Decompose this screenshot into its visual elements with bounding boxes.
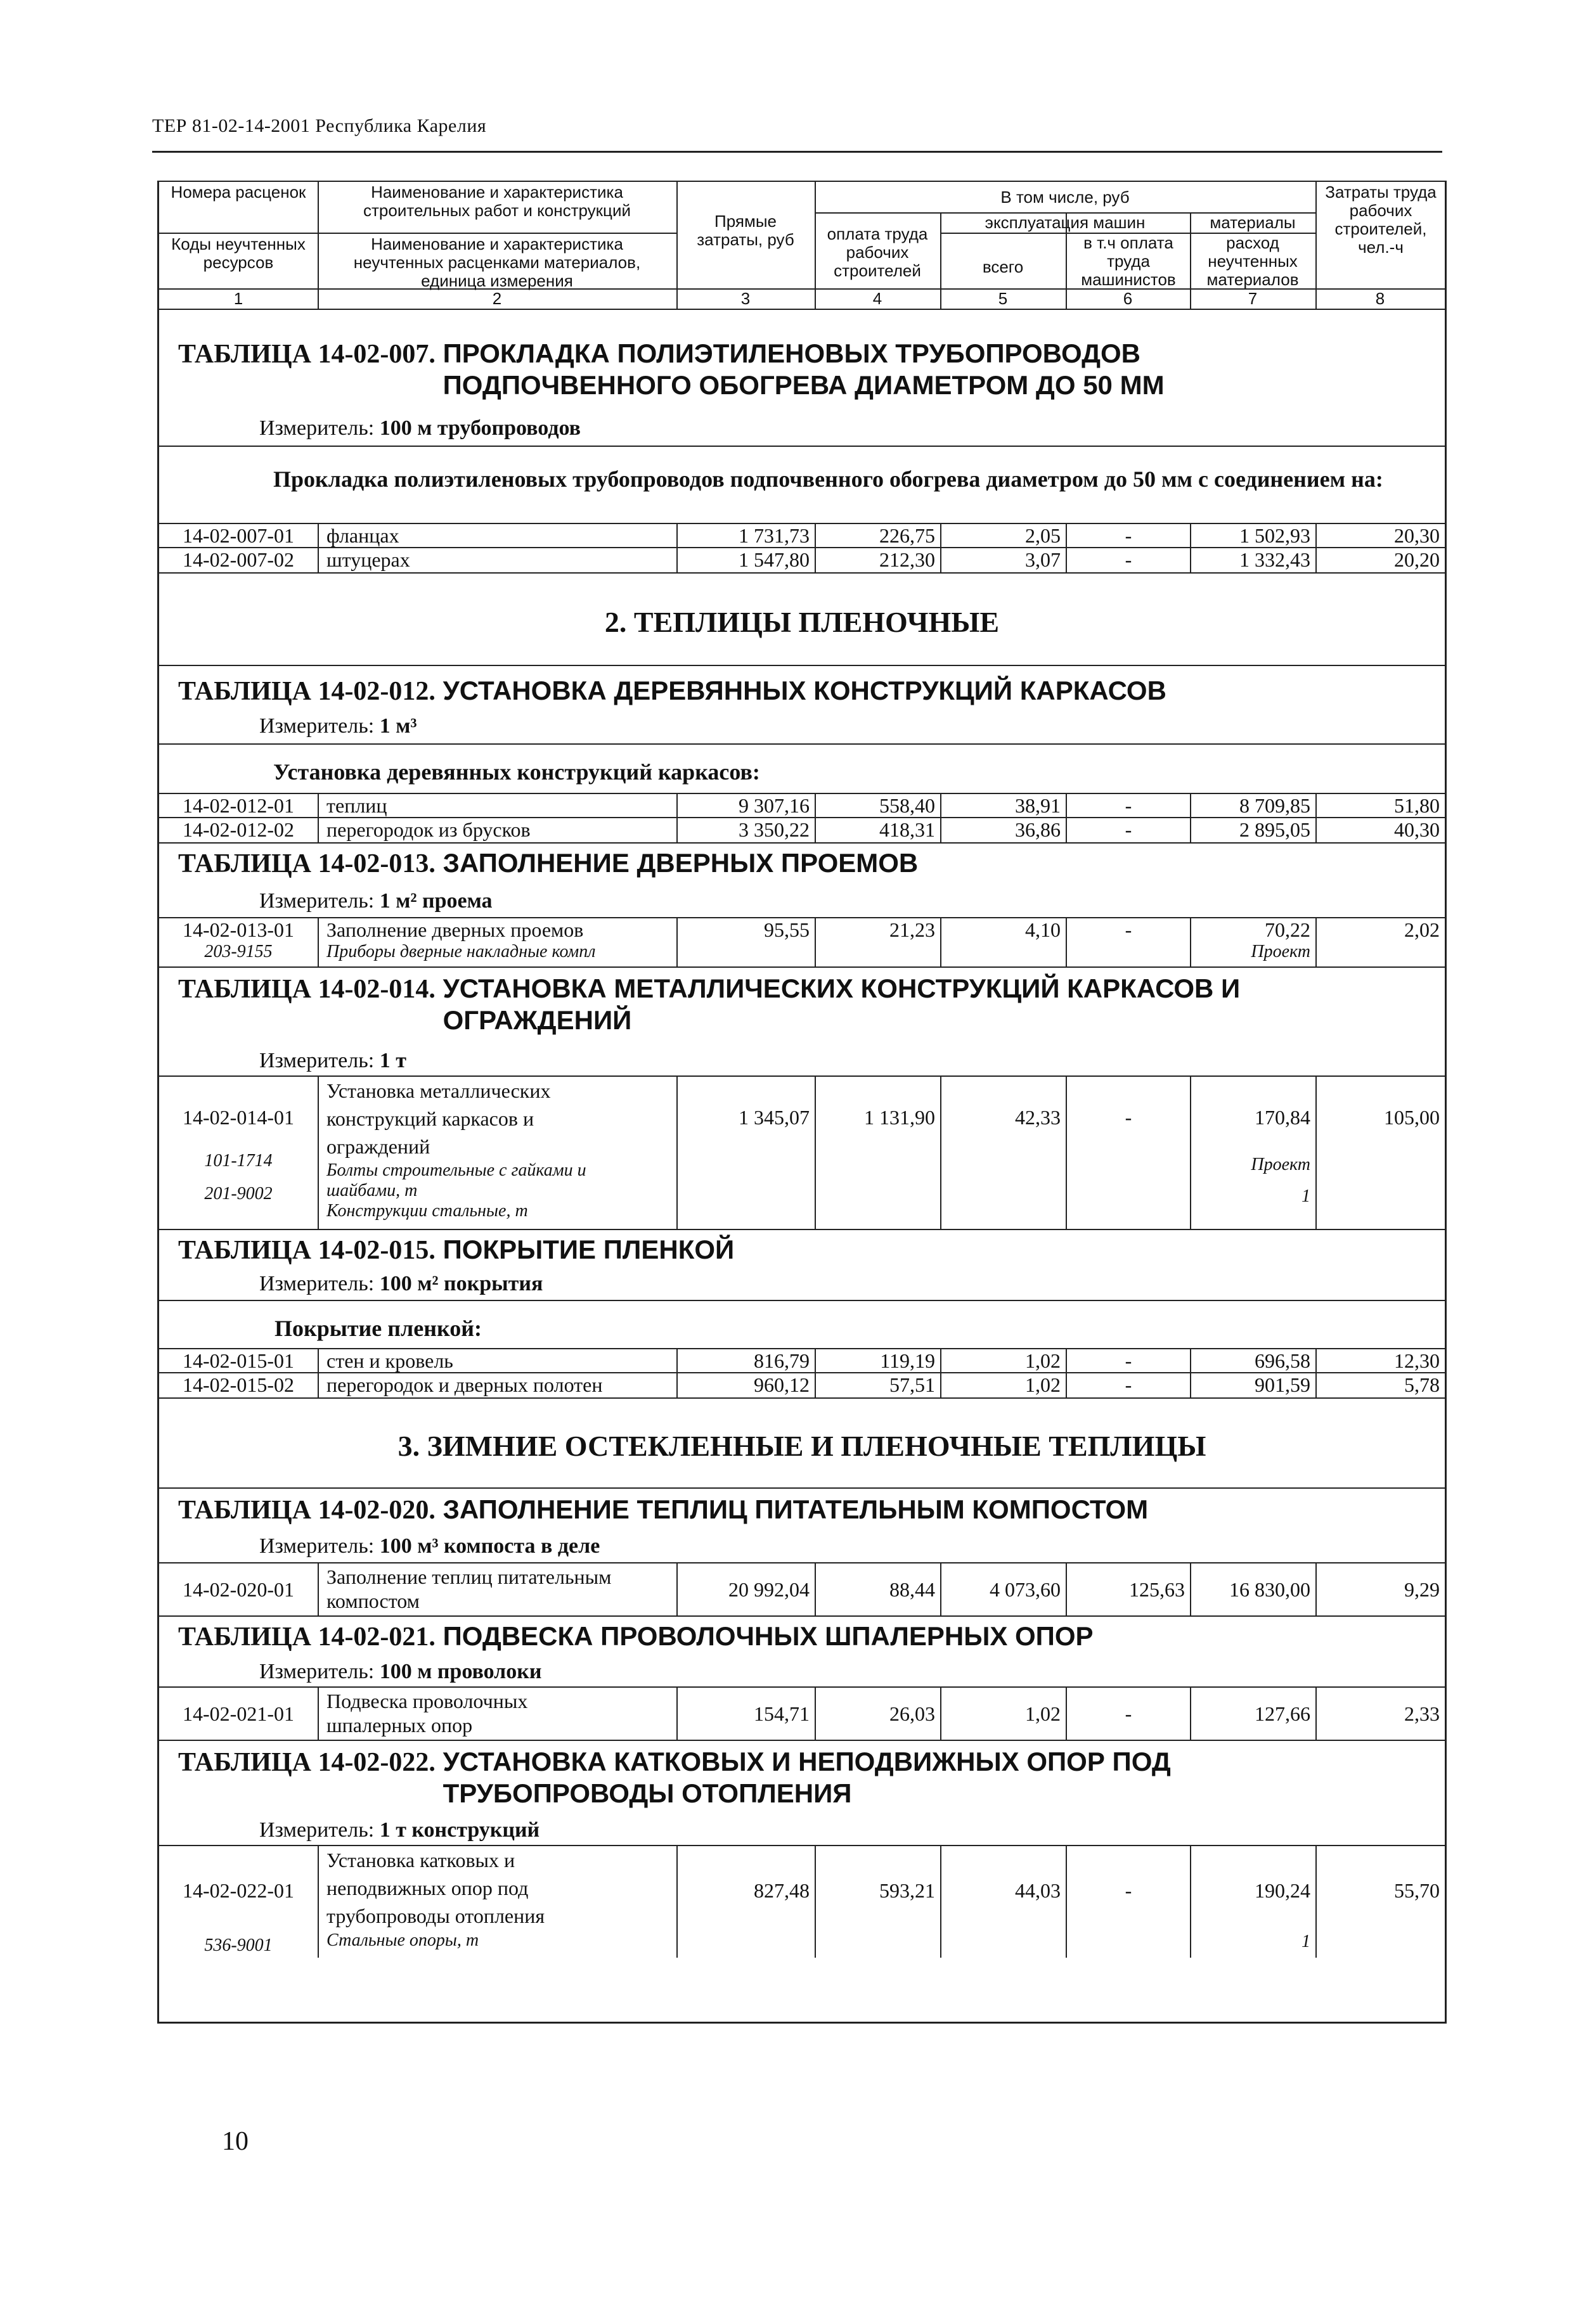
group-015: Покрытие пленкой: xyxy=(275,1316,482,1341)
table-row-012-02: 14-02-012-02 перегородок из брусков 3 350,22 418,31 36,86 - 2 895,05 40,30 xyxy=(159,817,1445,844)
head-resource-codes: Коды неучтенных ресурсов xyxy=(171,234,306,272)
header-rule xyxy=(152,151,1442,153)
head-codes: Номера расценок xyxy=(171,183,306,202)
measure-022: Измеритель: 1 т конструкций xyxy=(259,1818,540,1842)
table-title-012: ТАБЛИЦА 14-02-012. УСТАНОВКА ДЕРЕВЯННЫХ КОНСТРУКЦИЙ КАРКАСОВ xyxy=(178,676,1166,706)
table-row-015-02: 14-02-015-02 перегородок и дверных полотен 960,12 57,51 1,02 - 901,59 5,78 xyxy=(159,1372,1445,1399)
page-number: 10 xyxy=(222,2127,249,2156)
col-num-3: 3 xyxy=(740,289,751,308)
measure-013: Измеритель: 1 м² проема xyxy=(259,889,493,913)
col-num-4: 4 xyxy=(872,289,882,308)
col-num-7: 7 xyxy=(1248,289,1258,308)
measure-014: Измеритель: 1 т xyxy=(259,1049,406,1072)
table-row-014-01: 14-02-014-01 101-1714 201-9002 Установка металлических конструкций каркасов и ограждений Болты строительные с гайками и шайбами, т Конструкции стальные, т 1 345,07 1 131,90 42,33 - 170,84 Проект 1 105,00 xyxy=(159,1075,1445,1230)
head-including: В том числе, руб xyxy=(1000,188,1130,207)
section-2-title: 2. ТЕПЛИЦЫ ПЛЕНОЧНЫЕ xyxy=(604,606,1000,638)
head-labor: Затраты труда рабочих строителей, чел.-ч xyxy=(1325,183,1437,257)
group-012: Установка деревянных конструкций каркасов: xyxy=(273,759,760,785)
table-title-007: ТАБЛИЦА 14-02-007. ПРОКЛАДКА ПОЛИЭТИЛЕНОВЫХ ТРУБОПРОВОДОВ ПОДПОЧВЕННОГО ОБОГРЕВА ДИАМЕТРОМ ДО 50 ММ xyxy=(178,338,1165,400)
table-title-014: ТАБЛИЦА 14-02-014. УСТАНОВКА МЕТАЛЛИЧЕСКИХ КОНСТРУКЦИЙ КАРКАСОВ И ОГРАЖДЕНИЙ xyxy=(178,973,1241,1035)
head-materials-consumption: расход неучтенных материалов xyxy=(1206,233,1299,289)
table-row-013-01: 14-02-013-01 203-9155 Заполнение дверных проемов Приборы дверные накладные компл 95,55 21,23 4,10 - 70,22 Проект 2,02 xyxy=(159,917,1445,968)
group-007: Прокладка полиэтиленовых трубопроводов подпочвенного обогрева диаметром до 50 мм с соединением на: xyxy=(273,466,1383,492)
head-materials-name: Наименование и характеристика неучтенных расценками материалов, единица измерения xyxy=(353,234,641,290)
table-row-021-01: 14-02-021-01 Подвеска проволочных шпалерных опор 154,71 26,03 1,02 - 127,66 2,33 xyxy=(159,1686,1445,1741)
rates-table xyxy=(157,181,1447,2024)
measure-021: Измеритель: 100 м проволоки xyxy=(259,1660,542,1683)
measure-007: Измеритель: 100 м трубопроводов xyxy=(259,416,581,440)
head-direct-costs: Прямые затраты, руб xyxy=(697,212,794,249)
table-row-020-01: 14-02-020-01 Заполнение теплиц питательным компостом 20 992,04 88,44 4 073,60 125,63 16 830,00 9,29 xyxy=(159,1562,1445,1617)
table-title-013: ТАБЛИЦА 14-02-013. ЗАПОЛНЕНИЕ ДВЕРНЫХ ПРОЕМОВ xyxy=(178,848,919,878)
head-machines: эксплуатация машин xyxy=(985,213,1146,232)
head-works-name: Наименование и характеристика строительных работ и конструкций xyxy=(363,183,631,220)
table-row-007-01: 14-02-007-01 фланцах 1 731,73 226,75 2,05 - 1 502,93 20,30 xyxy=(159,523,1445,548)
table-row-012-01: 14-02-012-01 теплиц 9 307,16 558,40 38,91 - 8 709,85 51,80 xyxy=(159,793,1445,818)
table-row-007-02: 14-02-007-02 штуцерах 1 547,80 212,30 3,07 - 1 332,43 20,20 xyxy=(159,547,1445,574)
col-num-5: 5 xyxy=(998,289,1008,308)
head-machines-total: всего xyxy=(982,257,1024,276)
measure-020: Измеритель: 100 м³ компоста в деле xyxy=(259,1534,600,1558)
table-title-020: ТАБЛИЦА 14-02-020. ЗАПОЛНЕНИЕ ТЕПЛИЦ ПИТАТЕЛЬНЫМ КОМПОСТОМ xyxy=(178,1494,1149,1525)
table-title-022: ТАБЛИЦА 14-02-022. УСТАНОВКА КАТКОВЫХ И НЕПОДВИЖНЫХ ОПОР ПОД ТРУБОПРОВОДЫ ОТОПЛЕНИЯ xyxy=(178,1747,1171,1808)
head-machinist-wages: в т.ч оплата труда машинистов xyxy=(1081,233,1176,289)
head-wages: оплата труда рабочих строителей xyxy=(827,224,928,280)
col-num-1: 1 xyxy=(233,289,243,308)
table-title-015: ТАБЛИЦА 14-02-015. ПОКРЫТИЕ ПЛЕНКОЙ xyxy=(178,1235,735,1265)
page-header: ТЕР 81-02-14-2001 Республика Карелия xyxy=(152,115,487,136)
table-title-021: ТАБЛИЦА 14-02-021. ПОДВЕСКА ПРОВОЛОЧНЫХ ШПАЛЕРНЫХ ОПОР xyxy=(178,1621,1094,1652)
col-num-8: 8 xyxy=(1375,289,1385,308)
head-materials: материалы xyxy=(1210,213,1296,232)
table-row-022-01: 14-02-022-01 536-9001 Установка катковых и неподвижных опор под трубопроводы отопления Стальные опоры, т 827,48 593,21 44,03 - 190,24 1 55,70 xyxy=(159,1845,1445,1958)
section-3-title: 3. ЗИМНИЕ ОСТЕКЛЕННЫЕ И ПЛЕНОЧНЫЕ ТЕПЛИЦЫ xyxy=(397,1430,1206,1462)
col-num-2: 2 xyxy=(492,289,502,308)
measure-015: Измеритель: 100 м² покрытия xyxy=(259,1272,543,1295)
table-row-015-01: 14-02-015-01 стен и кровель 816,79 119,19 1,02 - 696,58 12,30 xyxy=(159,1348,1445,1373)
measure-012: Измеритель: 1 м³ xyxy=(259,714,417,738)
col-num-6: 6 xyxy=(1123,289,1133,308)
